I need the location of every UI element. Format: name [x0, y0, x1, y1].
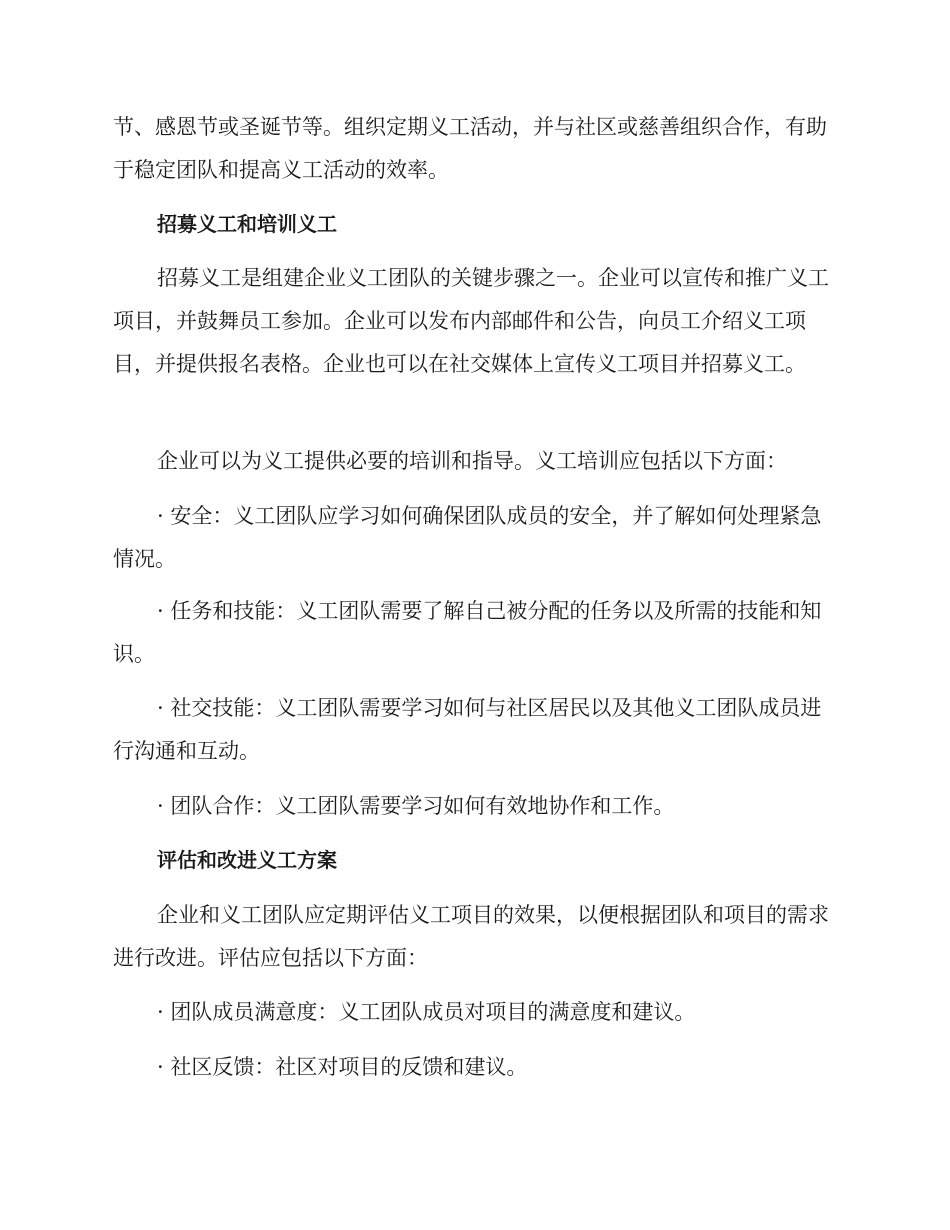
bullet-safety: · 安全：义工团队应学习如何确保团队成员的安全，并了解如何处理紧急情况。 [113, 504, 822, 571]
bullet-teamwork: · 团队合作：义工团队需要学习如何有效地协作和工作。 [157, 794, 675, 818]
bullet-social-skills: · 社交技能：义工团队需要学习如何与社区居民以及其他义工团队成员进行沟通和互动。 [113, 696, 822, 763]
paragraph-recruit: 招募义工是组建企业义工团队的关键步骤之一。企业可以宣传和推广义工项目，并鼓舞员工参加。企业可以发布内部邮件和公告，向员工介绍义工项目，并提供报名表格。企业也可以在社交媒体上宣传义工项目并招募义工。 [113, 266, 829, 376]
bullet-tasks-skills: · 任务和技能：义工团队需要了解自己被分配的任务以及所需的技能和知识。 [113, 599, 822, 666]
paragraph-continuation: 节、感恩节或圣诞节等。组织定期义工活动，并与社区或慈善组织合作，有助于稳定团队和提高义工活动的效率。 [113, 115, 827, 182]
section-heading-recruit-train: 招募义工和培训义工 [157, 212, 337, 236]
bullet-member-satisfaction: · 团队成员满意度：义工团队成员对项目的满意度和建议。 [157, 1000, 696, 1024]
paragraph-training-intro: 企业可以为义工提供必要的培训和指导。义工培训应包括以下方面： [157, 449, 787, 473]
bullet-community-feedback: · 社区反馈：社区对项目的反馈和建议。 [157, 1055, 528, 1079]
paragraph-evaluate: 企业和义工团队应定期评估义工项目的效果，以便根据团队和项目的需求进行改进。评估应包括以下方面： [113, 903, 829, 970]
section-heading-evaluate: 评估和改进义工方案 [157, 848, 337, 872]
